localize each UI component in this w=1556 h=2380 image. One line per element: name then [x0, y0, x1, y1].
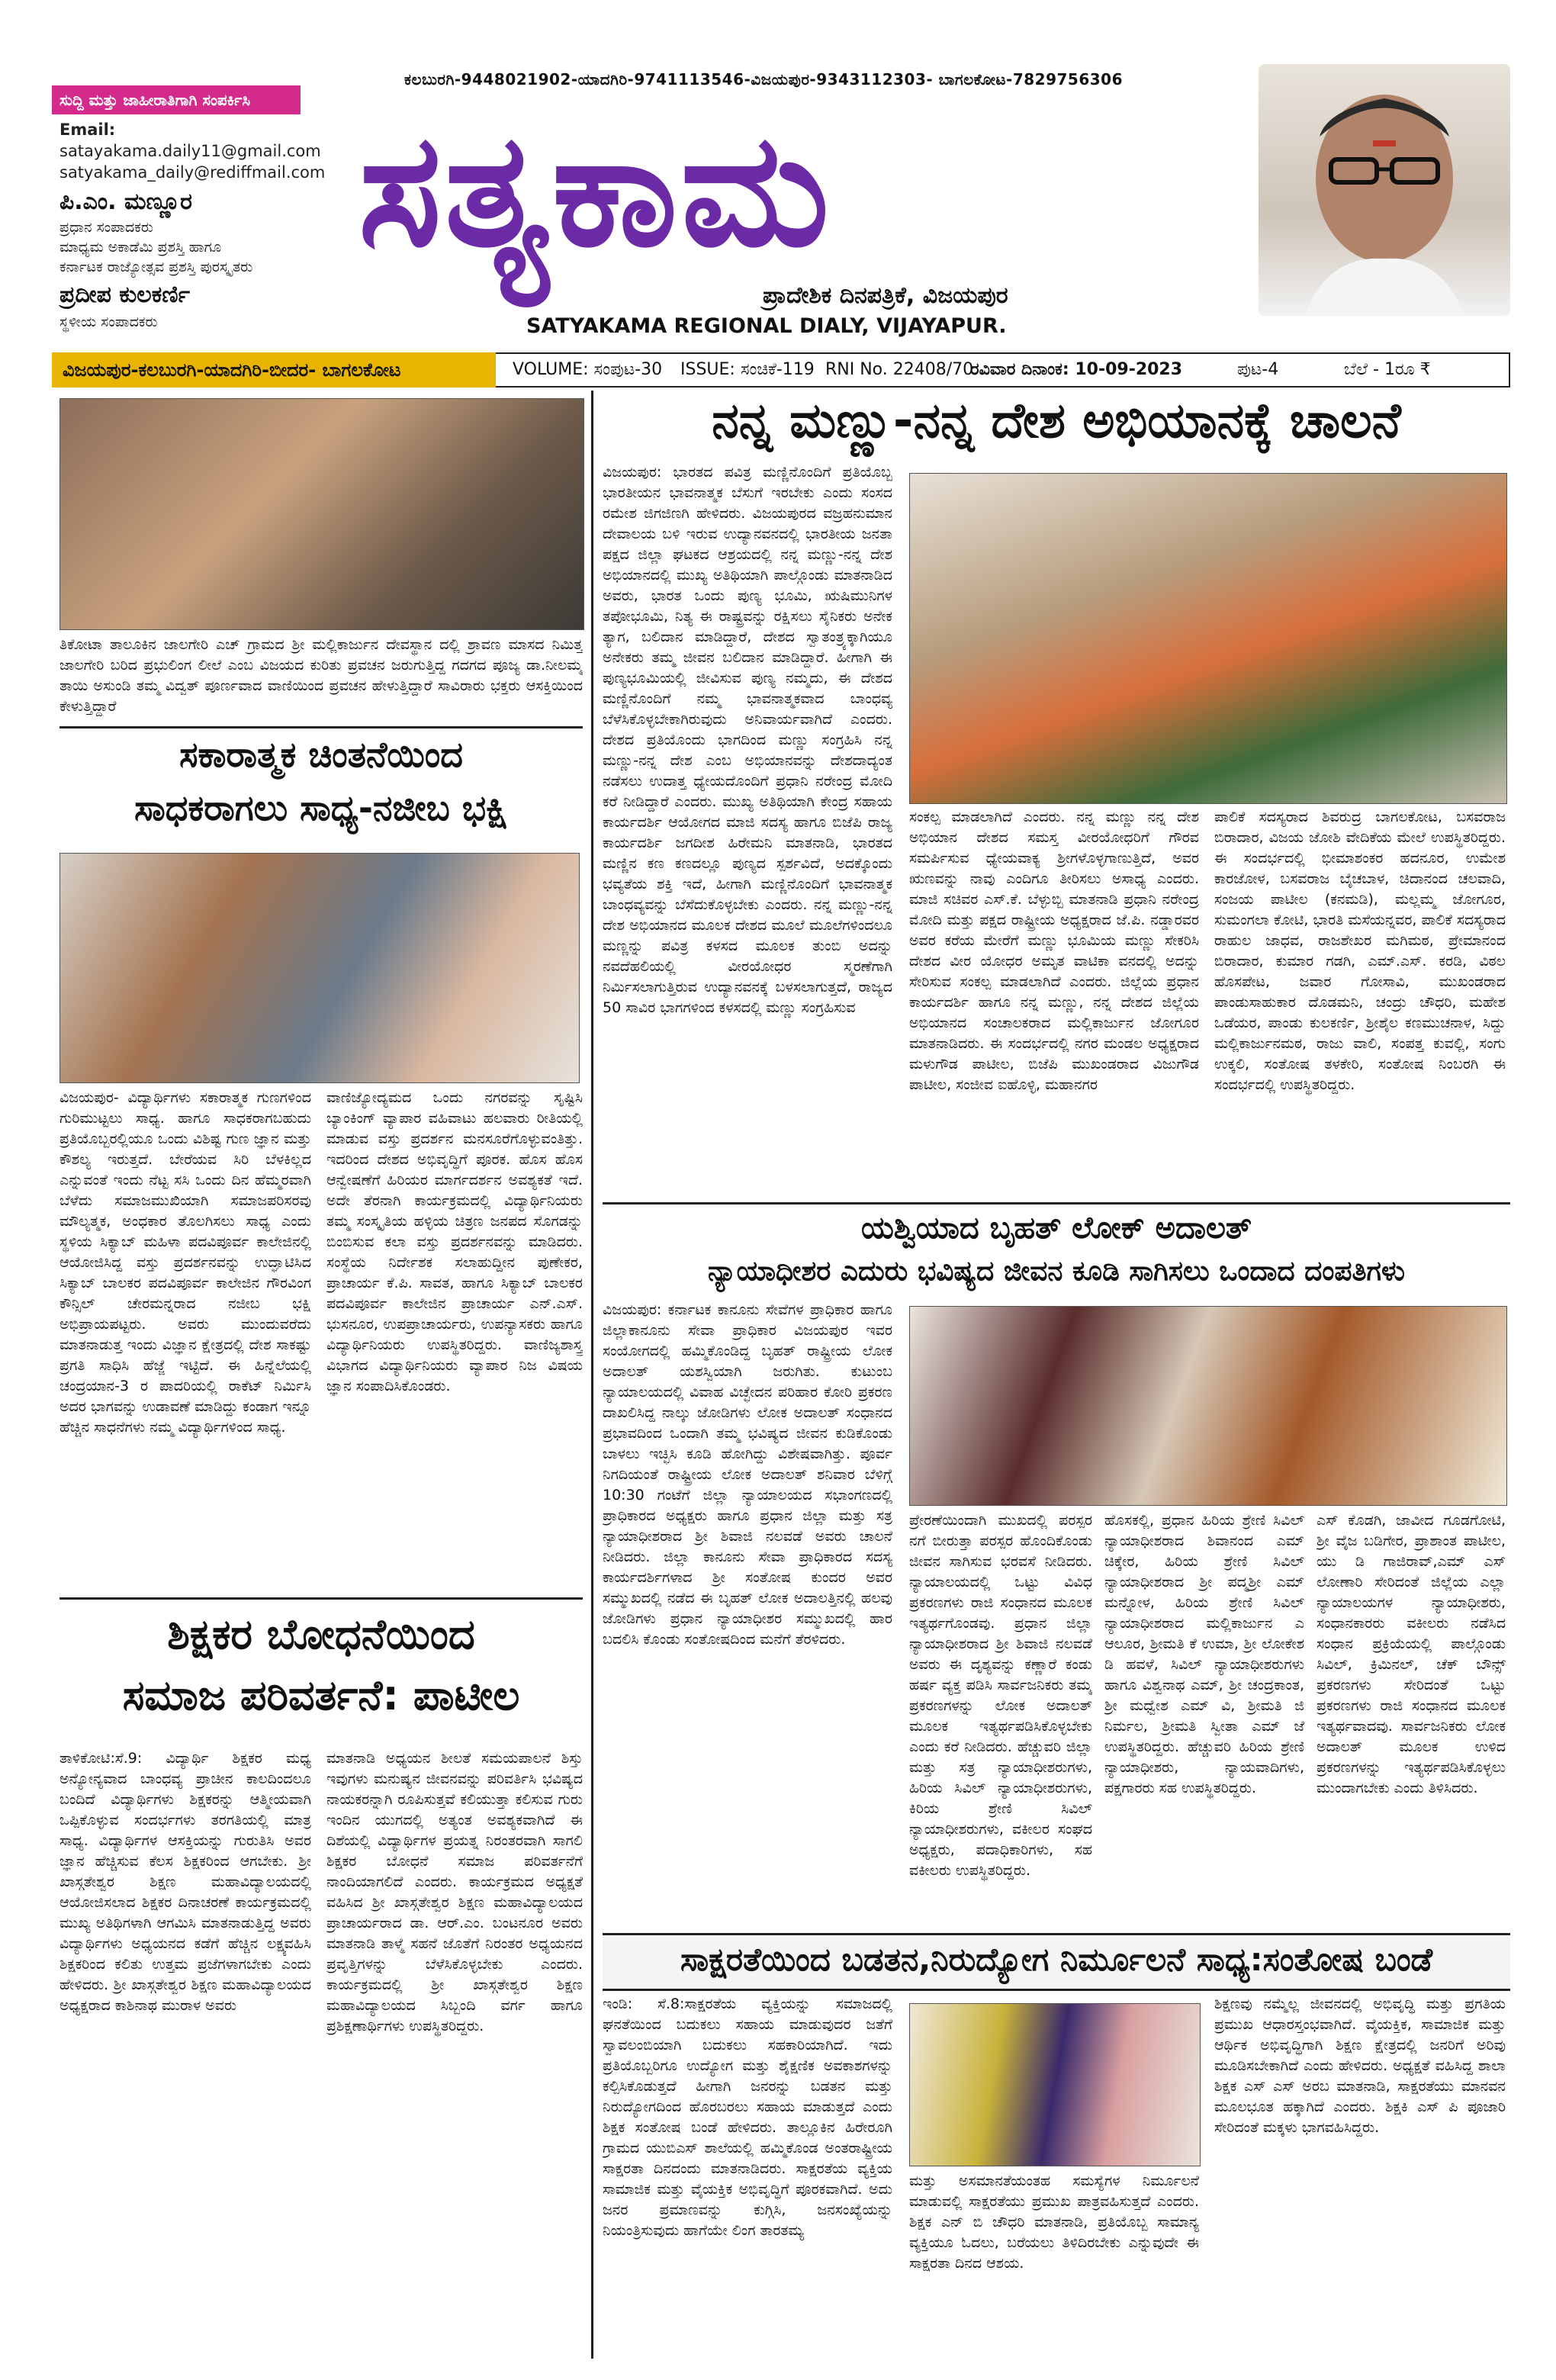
contact-tag: ಸುದ್ದಿ ಮತ್ತು ಜಾಹೀರಾತಿಗಾಗಿ ಸಂಪರ್ಕಿಸಿ	[52, 85, 301, 114]
story4-headline-2: ನ್ಯಾಯಾಧೀಶರ ಎದುರು ಭವಿಷ್ಯದ ಜೀವನ ಕೂಡಿ ಸಾಗಿಸಲು ಒಂದಾದ ದಂಪತಿಗಳು	[707, 1256, 1406, 1287]
story2-body-left: ತಾಳಿಕೋಟಿ:ಸೆ.9: ವಿದ್ಯಾರ್ಥಿ ಶಿಕ್ಷಕರ ಮಧ್ಯ ಅನ್ಯೋನ್ಯವಾದ ಬಾಂಧವ್ಯ ಪ್ರಾಚೀನ ಕಾಲದಿಂದಲೂ ಬಂದಿದೆ ವಿದ್ಯಾರ್ಥಿಗಳು ಶಿಕ್ಷಕರನ್ನು ಆತ್ಮೀಯವಾಗಿ ಒಪ್ಪಿಕೊಳ್ಳುವ ಸಂದರ್ಭಗಳು ತರಗತಿಯಲ್ಲಿ ಮಾತ್ರ ಸಾಧ್ಯ. ವಿದ್ಯಾರ್ಥಿಗಳ ಆಸಕ್ತಿಯನ್ನು ಗುರುತಿಸಿ ಅವರ ಜ್ಞಾನ ಹೆಚ್ಚಿಸುವ ಕೆಲಸ ಶಿಕ್ಷಕರಿಂದ ಆಗಬೇಕು. ಶ್ರೀ ಖಾಸ್ಗತೇಶ್ವರ ಶಿಕ್ಷಣ ಮಹಾವಿದ್ಯಾಲಯದಲ್ಲಿ ಆಯೋಜಿಸಲಾದ ಶಿಕ್ಷಕರ ದಿನಾಚರಣೆ ಕಾರ್ಯಕ್ರಮದಲ್ಲಿ ಮುಖ್ಯ ಅತಿಥಿಗಳಾಗಿ ಆಗಮಿಸಿ ಮಾತನಾಡುತ್ತಿದ್ದ ಅವರು ವಿದ್ಯಾರ್ಥಿಗಳು ಅಧ್ಯಯನದ ಕಡೆಗೆ ಹೆಚ್ಚಿನ ಲಕ್ಷ್ಯವಹಿಸಿ ಶಿಕ್ಷಕರಿಂದ ಕಲಿತು ಉತ್ತಮ ಪ್ರಜೆಗಳಾಗಬೇಕು ಎಂದು ಹೇಳಿದರು. ಶ್ರೀ ಖಾಸ್ಗತೇಶ್ವರ ಶಿಕ್ಷಣ ಮಹಾವಿದ್ಯಾಲಯದ ಅಧ್ಯಕ್ಷರಾದ ಕಾಶಿನಾಥ ಮುರಾಳ ಅವರು	[59, 1750, 311, 2014]
masthead-logo: ಸತ್ಯಕಾಮ	[358, 100, 833, 281]
email-2[interactable]: satyakama_daily@rediffmail.com	[59, 163, 326, 182]
divider	[59, 726, 583, 728]
story2-headline-2: ಸಮಾಜ ಪರಿವರ್ತನೆ: ಪಾಟೀಲ	[122, 1671, 520, 1719]
exhibition-photo	[59, 853, 580, 1083]
story1-body-left: ವಿಜಯಪುರ- ವಿದ್ಯಾರ್ಥಿಗಳು ಸಕಾರಾತ್ಮಕ ಗುಣಗಳಿಂದ ಗುರಿಮುಟ್ಟಲು ಸಾಧ್ಯ. ಹಾಗೂ ಸಾಧಕರಾಗಬಹುದು ಪ್ರತಿಯೊಬ್ಬರಲ್ಲಿಯೂ ಒಂದು ವಿಶಿಷ್ಟ ಗುಣ ಜ್ಞಾನ ಮತ್ತು ಕೌಶಲ್ಯ ಇರುತ್ತದೆ. ಬೇರೆಯವ ಸಿರಿ ಬೆಳಕಿಲ್ಲದ ಎನ್ನುವಂತೆ ಇಂದು ನೆಟ್ಟ ಸಸಿ ಒಂದು ದಿನ ಹೆಮ್ಮರವಾಗಿ ಬೆಳೆದು ಸಮಾಜಮುಖಿಯಾಗಿ ಸಮಾಜಪರಿಸರವು ಮೌಲ್ಯತ್ಮಕ, ಅಂಧಕಾರ ತೊಲಗಿಸಲು ಸಾಧ್ಯ ಎಂದು ಸ್ಥಳಿಯ ಸಿಕ್ಯಾಬ್ ಮಹಿಳಾ ಪದವಿಪೂರ್ವ ಕಾಲೇಜಿನಲ್ಲಿ ಆಯೋಜಿಸಿದ್ದ ವಸ್ತು ಪ್ರದರ್ಶನವನ್ನು ಉದ್ಘಾಟಿಸಿದ ಸಿಕ್ಯಾಬ್ ಬಾಲಕರ ಪದವಿಪೂರ್ವ ಕಾಲೇಜಿನ ಗೌರವಿಂಗ ಕೌನ್ಸಿಲ್ ಚೇರಮನ್ನರಾದ ನಜೀಬ ಭಕ್ಷಿ ಅಭಿಪ್ರಾಯಪಟ್ಟರು. ಅವರು ಮುಂದುವರೆದು ಮಾತನಾಡುತ್ತ ಇಂದು ವಿಜ್ಞಾನ ಕ್ಷೇತ್ರದಲ್ಲಿ ದೇಶ ಸಾಕಷ್ಟು ಪ್ರಗತಿ ಸಾಧಿಸಿ ಹೆಜ್ಜೆ ಇಟ್ಟಿದೆ. ಈ ಹಿನ್ನೆಲೆಯಲ್ಲಿ ಚಂದ್ರಯಾನ-3 ರ ಪಾದರಿಯಲ್ಲಿ ರಾಕೆಟ್ ನಿರ್ಮಿಸಿ ಅದರ ಭಾಗವನ್ನು ಉಡಾವಣೆ ಮಾಡಿದ್ದು ಕಂಡಾಗ ಇನ್ನೂ ಹೆಚ್ಚಿನ ಸಾಧನೆಗಳು ನಮ್ಮ ವಿದ್ಯಾರ್ಥಿಗಳಿಂದ ಸಾಧ್ಯ.	[59, 1089, 311, 1436]
story3-body-col3: ಪಾಲಿಕೆ ಸದಸ್ಯರಾದ ಶಿವರುದ್ರ ಬಾಗಲಕೋಟ, ಬಸವರಾಜ ಬಿರಾದಾರ, ವಿಜಯ ಜೋಶಿ ವೇದಿಕೆಯ ಮೇಲೆ ಉಪಸ್ಥಿತರಿದ್ದರು. ಈ ಸಂದರ್ಭದಲ್ಲಿ ಭೀಮಾಶಂಕರ ಹದನೂರ, ಉಮೇಶ ಕಾರಜೋಳ, ಬಸವರಾಜ ಬೈಚಬಾಳ, ಚಿದಾನಂದ ಚಲವಾದಿ, ಸಂಜಯ ಪಾಟೀಲ (ಕನಮಡಿ), ಮಲ್ಲಮ್ಮ ಜೋಗೂರ, ಸುಮಂಗಲಾ ಕೋಟಿ, ಭಾರತಿ ಮಸೆಯನ್ನವರ, ಪಾಲಿಕೆ ಸದಸ್ಯರಾದ ರಾಹುಲ ಜಾಧವ, ರಾಜಶೇಖರ ಮಗಿಮಠ, ಪ್ರೇಮಾನಂದ ಬಿರಾದಾರ, ಕುಮಾರ ಗಡಗಿ, ಎಮ್.ಎಸ್. ಕರಡಿ, ವಿಠಲ ಹೊಸಪೇಟ, ಜವಾರ ಗೋಸಾವಿ, ಮುಖಂಡರಾದ ಪಾಂಡುಸಾಹುಕಾರ ದೊಡಮನಿ, ಚಂದ್ರು ಚೌಧರಿ, ಮಹೇಶ ಒಡೆಯರ, ಪಾಂಡು ಕುಲಕರ್ಣಿ, ಶ್ರೀಶೈಲ ಕಣಮುಚನಾಳ, ಸಿದ್ದು ಮಲ್ಲಿಕಾರ್ಜುನಮಠ, ರಾಜು ವಾಲಿ, ಸಂಪತ್ತ ಕುವಲ್ಲಿ, ಸಂಗು ಉಕ್ಕಲಿ, ಸಂತೋಷ ತಳಕೇರಿ, ಸಂತೋಷ ನಿಂಬರಗಿ ಈ ಸಂದರ್ಭದಲ್ಲಿ ಉಪಸ್ಥಿತರಿದ್ದರು.	[1214, 809, 1506, 1093]
editor-name: ಪಿ.ಎಂ. ಮಣ್ಣೂರ	[59, 188, 193, 215]
story4-body-col2: ಪ್ರೇರಣೆಯಿಂದಾಗಿ ಮುಖದಲ್ಲಿ ಪರಸ್ಪರ ನಗೆ ಬೀರುತ್ತಾ ಪರಸ್ಪರ ಹೊಂದಿಕೊಂಡು ಜೀವನ ಸಾಗಿಸುವ ಭರವಸೆ ನೀಡಿದರು. ನ್ಯಾಯಾಲಯದಲ್ಲಿ ಒಟ್ಟು ವಿವಿಧ ಪ್ರಕರಣಗಳು ರಾಜಿ ಸಂಧಾನದ ಮೂಲಕ ಇತ್ಯರ್ಥಗೊಂಡವು. ಪ್ರಧಾನ ಜಿಲ್ಲಾ ನ್ಯಾಯಾಧೀಶರಾದ ಶ್ರೀ ಶಿವಾಜಿ ನಲವಡೆ ಅವರು ಈ ದೃಶ್ಯವನ್ನು ಕಣ್ಣಾರೆ ಕಂಡು ಹರ್ಷ ವ್ಯಕ್ತ ಪಡಿಸಿ ಸಾರ್ವಜನಿಕರು ತಮ್ಮ ಪ್ರಕರಣಗಳನ್ನು ಲೋಕ ಅದಾಲತ್ ಮೂಲಕ ಇತ್ಯರ್ಥಪಡಿಸಿಕೊಳ್ಳಬೇಕು ಎಂದು ಕರೆ ನೀಡಿದರು. ಹೆಚ್ಚುವರಿ ಜಿಲ್ಲಾ ಮತ್ತು ಸತ್ರ ನ್ಯಾಯಾಧೀಶರುಗಳು, ಹಿರಿಯ ಸಿವಿಲ್ ನ್ಯಾಯಾಧೀಶರುಗಳು, ಕಿರಿಯ ಶ್ರೇಣಿ ಸಿವಿಲ್ ನ್ಯಾಯಾಧೀಶರುಗಳು, ವಕೀಲರ ಸಂಘದ ಅಧ್ಯಕ್ಷರು, ಪದಾಧಿಕಾರಿಗಳು, ಸಹ ವಕೀಲರು ಉಪಸ್ಥಿತರಿದ್ದರು.	[909, 1512, 1092, 1879]
story1-headline-2: ಸಾಧಕರಾಗಲು ಸಾಧ್ಯ-ನಜೀಬ ಭಕ್ಷಿ	[134, 787, 508, 828]
story4-body-col3: ಹೊಸಕಲ್ಲಿ, ಪ್ರಧಾನ ಹಿರಿಯ ಶ್ರೇಣಿ ಸಿವಿಲ್ ನ್ಯಾಯಾಧೀಶರಾದ ಶಿವಾನಂದ ಎಮ್ ಚಿಕ್ಕೇರ, ಹಿರಿಯ ಶ್ರೇಣಿ ಸಿವಿಲ್ ನ್ಯಾಯಾಧೀಶರಾದ ಶ್ರೀ ಪದ್ಮಶ್ರೀ ಎಮ್ ಮನ್ನೋಳ, ಹಿರಿಯ ಶ್ರೇಣಿ ಸಿವಿಲ್ ನ್ಯಾಯಾಧೀಶರಾದ ಮಲ್ಲಿಕಾರ್ಜುನ ಎ ಆಲೂರ, ಶ್ರೀಮತಿ ಕೆ ಉಮಾ, ಶ್ರೀ ಲೋಕೇಶ ಡಿ ಹವಳೆ, ಸಿವಿಲ್ ನ್ಯಾಯಾಧೀಶರುಗಳು ಹಾಗೂ ವಿಶ್ವನಾಥ ಎಮ್, ಶ್ರೀ ಚಂದ್ರಕಾಂತ, ಶ್ರೀ ಮಧ್ವೇಶ ಎಮ್ ವಿ, ಶ್ರೀಮತಿ ಜಿ ನಿರ್ಮಲ, ಶ್ರೀಮತಿ ಸ್ವೀತಾ ಎಮ್ ಜೆ ಉಪಸ್ಥಿತರಿದ್ದರು. ಹೆಚ್ಚುವರಿ ಹಿರಿಯ ಶ್ರೇಣಿ ನ್ಯಾಯಾಧೀಶರು, ನ್ಯಾಯವಾದಿಗಳು, ಪಕ್ಷಗಾರರು ಸಹ ಉಪಸ್ಥಿತರಿದ್ದರು.	[1104, 1512, 1304, 1796]
price: ಬೆಲೆ - 1ರೂ ₹	[1344, 360, 1431, 379]
subtitle-english: SATYAKAMA REGIONAL DIALY, VIJAYAPUR.	[526, 314, 1007, 338]
editor-role-3: ಕರ್ನಾಟಕ ರಾಜ್ಯೋತ್ಸವ ಪ್ರಶಸ್ತಿ ಪುರಸ್ಕೃತರು	[59, 259, 253, 275]
story4-body-col4: ಎಸ್ ಕೊಡಗಿ, ಜಾವೀದ ಗೂಡಗೋಟಿ, ಶ್ರೀ ವೈಜ ಬಡಿಗೇರ, ಪ್ರಾಶಾಂತ ಪಾಟೀಲ, ಯು ಡಿ ಗಾಜಿರಾವ್,ಎಮ್ ಎಸ್ ಲೋಣಾರಿ ಸೇರಿದಂತೆ ಜಿಲ್ಲೆಯ ಎಲ್ಲಾ ನ್ಯಾಯಾಲಯಗಳ ನ್ಯಾಯಾಧೀಶರು, ಸಂಧಾನಕಾರರು ವಕೀಲರು ನಡೆಸಿದ ಸಂಧಾನ ಪ್ರಕ್ರಿಯೆಯಲ್ಲಿ ಪಾಲ್ಗೊಂಡು ಸಿವಿಲ್, ಕ್ರಿಮಿನಲ್, ಚೆಕ್ ಬೌನ್ಸ್ ಪ್ರಕರಣಗಳು ಸೇರಿದಂತೆ ಒಟ್ಟು ಪ್ರಕರಣಗಳು ರಾಜಿ ಸಂಧಾನದ ಮೂಲಕ ಇತ್ಯರ್ಥವಾದವು. ಸಾರ್ವಜನಿಕರು ಲೋಕ ಅದಾಲತ್ ಮೂಲಕ ಉಳಿದ ಪ್ರಕರಣಗಳನ್ನು ಇತ್ಯರ್ಥಪಡಿಸಿಕೊಳ್ಳಲು ಮುಂದಾಗಬೇಕು ಎಂದು ತಿಳಿಸಿದರು.	[1316, 1512, 1506, 1796]
story2-headline-1: ಶಿಕ್ಷಕರ ಬೋಧನೆಯಿಂದ	[167, 1610, 475, 1658]
abhiyana-photo	[909, 473, 1507, 804]
story5-body-col1: ಇಂಡಿ: ಸೆ.8:ಸಾಕ್ಷರತೆಯ ವ್ಯಕ್ತಿಯನ್ನು ಸಮಾಜದಲ್ಲಿ ಘನತೆಯಿಂದ ಬದುಕಲು ಸಹಾಯ ಮಾಡುವುದರ ಜತೆಗೆ ಸ್ವಾವಲಂಬಿಯಾಗಿ ಬದುಕಲು ಸಹಕಾರಿಯಾಗಿದೆ. ಇದು ಪ್ರತಿಯೊಬ್ಬರಿಗೂ ಉದ್ಯೋಗ ಮತ್ತು ಶೈಕ್ಷಣಿಕ ಅವಕಾಶಗಳನ್ನು ಕಲ್ಪಿಸಿಕೊಡುತ್ತದೆ ಹೀಗಾಗಿ ಜನರನ್ನು ಬಡತನ ಮತ್ತು ನಿರುದ್ಯೋಗದಿಂದ ಹೊರಬರಲು ಸಹಾಯ ಮಾಡುತ್ತದೆ ಎಂದು ಶಿಕ್ಷಕ ಸಂತೋಷ ಬಂಡೆ ಹೇಳಿದರು. ತಾಲ್ಲೂಕಿನ ಹಿರೇರೂಗಿ ಗ್ರಾಮದ ಯುಬಿಎಸ್ ಶಾಲೆಯಲ್ಲಿ ಹಮ್ಮಿಕೊಂಡ ಅಂತರಾಷ್ಟ್ರೀಯ ಸಾಕ್ಷರತಾ ದಿನದಂದು ಮಾತನಾಡಿದರು. ಸಾಕ್ಷರತೆಯ ವ್ಯಕ್ತಿಯ ಸಾಮಾಜಿಕ ಮತ್ತು ವೈಯಕ್ತಿಕ ಅಭಿವೃದ್ಧಿಗೆ ಪೂರಕವಾಗಿದೆ. ಅದು ಜನರ ಪ್ರಮಾಣವನ್ನು ಕುಗ್ಗಿಸಿ, ಜನಸಂಖ್ಯೆಯನ್ನು ನಿಯಂತ್ರಿಸುವುದು ಹಾಗೆಯೇ ಲಿಂಗ ತಾರತಮ್ಯ	[603, 1996, 892, 2239]
issue: ISSUE: ಸಂಚಿಕೆ-119	[680, 360, 815, 379]
page-count: ಪುಟ-4	[1237, 360, 1279, 379]
story4-headline-1: ಯಶ್ವಿಯಾದ ಬೃಹತ್ ಲೋಕ್ ಅದಾಲತ್	[860, 1211, 1252, 1246]
story1-headline-1: ಸಕಾರಾತ್ಮಕ ಚಿಂತನೆಯಿಂದ	[179, 734, 463, 775]
story2-body-right: ಮಾತನಾಡಿ ಅಧ್ಯಯನ ಶೀಲತೆ ಸಮಯಪಾಲನೆ ಶಿಸ್ತು ಇವುಗಳು ಮನುಷ್ಯನ ಜೀವನವನ್ನು ಪರಿವರ್ತಿಸಿ ಭವಿಷ್ಯದ ನಾಯಕರನ್ನಾಗಿ ರೂಪಿಸುತ್ತವೆ ಕಲಿಯುತ್ತಾ ಕಲಿಸುವ ಗುರು ಇಂದಿನ ಯುಗದಲ್ಲಿ ಅತ್ಯಂತ ಅವಶ್ಯಕವಾಗಿದೆ ಈ ದಿಶೆಯಲ್ಲಿ ವಿದ್ಯಾರ್ಥಿಗಳ ಪ್ರಯತ್ನ ನಿರಂತರವಾಗಿ ಸಾಗಲಿ ಶಿಕ್ಷಕರ ಬೋಧನೆ ಸಮಾಜ ಪರಿವರ್ತನೆಗೆ ನಾಂದಿಯಾಗಲಿದೆ ಎಂದರು. ಕಾರ್ಯಕ್ರಮದ ಅಧ್ಯಕ್ಷತೆ ವಹಿಸಿದ ಶ್ರೀ ಖಾಸ್ಗತೇಶ್ವರ ಶಿಕ್ಷಣ ಮಹಾವಿದ್ಯಾಲಯದ ಪ್ರಾಚಾರ್ಯರಾದ ಡಾ. ಆರ್.ಎಂ. ಬಂಟನೂರ ಅವರು ಮಾತನಾಡಿ ತಾಳ್ಮೆ ಸಹನೆ ಜೊತೆಗೆ ನಿರಂತರ ಅಧ್ಯಯನದ ಪ್ರವೃತ್ತಿಗಳನ್ನು ಬೆಳೆಸಿಕೊಳ್ಳಬೇಕು ಎಂದರು. ಕಾರ್ಯಕ್ರಮದಲ್ಲಿ ಶ್ರೀ ಖಾಸ್ಗತೇಶ್ವರ ಶಿಕ್ಷಣ ಮಹಾವಿದ್ಯಾಲಯದ ಸಿಬ್ಬಂದಿ ವರ್ಗ ಹಾಗೂ ಪ್ರಶಿಕ್ಷಣಾರ್ಥಿಗಳು ಉಪಸ್ಥಿತರಿದ್ದರು.	[326, 1750, 583, 2034]
story5-body-col2: ಮತ್ತು ಅಸಮಾನತೆಯಂತಹ ಸಮಸ್ಯೆಗಳ ನಿರ್ಮೂಲನೆ ಮಾಡುವಲ್ಲಿ ಸಾಕ್ಷರತೆಯು ಪ್ರಮುಖ ಪಾತ್ರವಹಿಸುತ್ತದೆ ಎಂದರು. ಶಿಕ್ಷಕ ಎನ್ ಬಿ ಚೌಧರಿ ಮಾತನಾಡಿ, ಪ್ರತಿಯೊಬ್ಬ ಸಾಮಾನ್ಯ ವ್ಯಕ್ತಿಯೂ ಓದಲು, ಬರೆಯಲು ತಿಳಿದಿರಬೇಕು ಎನ್ನುವುದೇ ಈ ಸಾಕ್ಷರತಾ ದಿನದ ಆಶಯ.	[909, 2173, 1199, 2272]
story3-body-col1: ವಿಜಯಪುರ: ಭಾರತದ ಪವಿತ್ರ ಮಣ್ಣಿನೊಂದಿಗೆ ಪ್ರತಿಯೊಬ್ಬ ಭಾರತೀಯನ ಭಾವನಾತ್ಮಕ ಬೆಸುಗೆ ಇರಬೇಕು ಎಂದು ಸಂಸದ ರಮೇಶ ಜಿಗಜಿಣಗಿ ಹೇಳಿದರು. ವಿಜಯಪುರದ ವಜ್ರಹನುಮಾನ ದೇವಾಲಯ ಬಳಿ ಇರುವ ಉದ್ಯಾನವನದಲ್ಲಿ ಭಾರತೀಯ ಜನತಾ ಪಕ್ಷದ ಜಿಲ್ಲಾ ಘಟಕದ ಆಶ್ರಯದಲ್ಲಿ ನನ್ನ ಮಣ್ಣು-ನನ್ನ ದೇಶ ಅಭಿಯಾನದಲ್ಲಿ ಮುಖ್ಯ ಅತಿಥಿಯಾಗಿ ಪಾಲ್ಗೊಂಡು ಮಾತನಾಡಿದ ಅವರು, ಭಾರತ ಒಂದು ಪುಣ್ಯ ಭೂಮಿ, ಋಷಿಮುನಿಗಳ ತಪೋಭೂಮಿ, ನಿತ್ಯ ಈ ರಾಷ್ಟ್ರವನ್ನು ರಕ್ಷಿಸಲು ಸೈನಿಕರು ಅನೇಕ ತ್ಯಾಗ, ಬಲಿದಾನ ಮಾಡಿದ್ದಾರೆ, ದೇಶದ ಸ್ವಾತಂತ್ರ್ಯಕ್ಕಾಗಿಯೂ ಅನೇಕರು ತಮ್ಮ ಜೀವನ ಬಲಿದಾನ ಮಾಡಿದ್ದಾರೆ. ಹೀಗಾಗಿ ಈ ಪುಣ್ಯಭೂಮಿಯಲ್ಲಿ ಜೀವಿಸುವ ಪುಣ್ಯ ನಮ್ಮದು, ಈ ದೇಶದ ಮಣ್ಣಿನೊಂದಿಗೆ ನಮ್ಮ ಭಾವನಾತ್ಮಕವಾದ ಬಾಂಧವ್ಯ ಬೆಳೆಸಿಕೊಳ್ಳಬೇಕಾಗಿರುವುದು ಅನಿವಾರ್ಯವಾಗಿದೆ ಎಂದರು. ದೇಶದ ಪ್ರತಿಯೊಂದು ಭಾಗದಿಂದ ಮಣ್ಣು ಸಂಗ್ರಹಿಸಿ ನನ್ನ ಮಣ್ಣು-ನನ್ನ ದೇಶ ಎಂಬ ಅಭಿಯಾನವನ್ನು ದೇಶದಾದ್ಯಂತ ನಡೆಸಲು ಉದಾತ್ತ ಧ್ಯೇಯದೊಂದಿಗೆ ಪ್ರಧಾನಿ ನರೇಂದ್ರ ಮೋದಿ ಕರೆ ನೀಡಿದ್ದಾರೆ ಎಂದರು. ಮುಖ್ಯ ಅತಿಥಿಯಾಗಿ ಕೇಂದ್ರ ಸಹಾಯ ಕಾರ್ಯದರ್ಶಿ ಆಯೋಗದ ಮಾಜಿ ಸದಸ್ಯ ಹಾಗೂ ಬಿಜೆಪಿ ರಾಜ್ಯ ಕಾರ್ಯದರ್ಶಿ ಜಗದೀಶ ಹಿರೇಮನಿ ಮಾತನಾಡಿ, ಭಾರತದ ಮಣ್ಣಿನ ಕಣ ಕಣದಲ್ಲೂ ಪುಣ್ಯದ ಸ್ಪರ್ಶವಿದೆ, ಅದಕ್ಕೊಂದು ಭವ್ಯತೆಯ ಶಕ್ತಿ ಇದೆ, ಹೀಗಾಗಿ ಮಣ್ಣಿನೊಂದಿಗೆ ಭಾವನಾತ್ಮಕ ಬಾಂಧವ್ಯವನ್ನು ಬೆಸೆದುಕೊಳ್ಳಬೇಕು ಎಂದರು. ನನ್ನ ಮಣ್ಣು-ನನ್ನ ದೇಶ ಅಭಿಯಾನದ ಮೂಲಕ ದೇಶದ ಮೂಲೆ ಮೂಲೆಗಳಿಂದಲೂ ಮಣ್ಣನ್ನು ಪವಿತ್ರ ಕಳಸದ ಮೂಲಕ ತುಂಬಿ ಅದನ್ನು ನವದೆಹಲಿಯಲ್ಲಿ ವೀರಯೋಧರ ಸ್ಮರಣೆಗಾಗಿ ನಿರ್ಮಿಸಲಾಗುತ್ತಿರುವ ಉದ್ಯಾನವನಕ್ಕೆ ಬಳಸಲಾಗುತ್ತದೆ, ರಾಜ್ಯದ 50 ಸಾವಿರ ಭಾಗಗಳಿಂದ ಕಳಸದಲ್ಲಿ ಮಣ್ಣು ಸಂಗ್ರಹಿಸುವ	[603, 464, 892, 1016]
story4-body-col1: ವಿಜಯಪುರ: ಕರ್ನಾಟಕ ಕಾನೂನು ಸೇವೆಗಳ ಪ್ರಾಧಿಕಾರ ಹಾಗೂ ಜಿಲ್ಲಾಕಾನೂನು ಸೇವಾ ಪ್ರಾಧಿಕಾರ ವಿಜಯಪುರ ಇವರ ಸಂಯೋಗದಲ್ಲಿ ಹಮ್ಮಿಕೊಂಡಿದ್ದ ಬೃಹತ್ ರಾಷ್ಟ್ರೀಯ ಲೋಕ ಅದಾಲತ್ ಯಶಸ್ವಿಯಾಗಿ ಜರುಗಿತು. ಕುಟುಂಬ ನ್ಯಾಯಾಲಯದಲ್ಲಿ ವಿವಾಹ ವಿಚ್ಛೇದನ ಪರಿಹಾರ ಕೋರಿ ಪ್ರಕರಣ ದಾಖಲಿಸಿದ್ದ ನಾಲ್ಕು ಜೋಡಿಗಳು ಲೋಕ ಅದಾಲತ್ ಸಂಧಾನದ ಪ್ರಭಾವದಿಂದ ಒಂದಾಗಿ ತಮ್ಮ ಭವಿಷ್ಯದ ಜೀವನ ಕುಡಿಕೊಂಡು ಬಾಳಲು ಇಚ್ಛಿಸಿ ಕೂಡಿ ಹೋಗಿದ್ದು ವಿಶೇಷವಾಗಿತ್ತು. ಪೂರ್ವ ನಿಗದಿಯಂತೆ ರಾಷ್ಟ್ರೀಯ ಲೋಕ ಅದಾಲತ್ ಶನಿವಾರ ಬೆಳಿಗ್ಗೆ 10:30 ಗಂಟೆಗೆ ಜಿಲ್ಲಾ ನ್ಯಾಯಾಲಯದ ಸಭಾಂಗಣದಲ್ಲಿ ಪ್ರಾಧಿಕಾರದ ಅಧ್ಯಕ್ಷರು ಹಾಗೂ ಪ್ರಧಾನ ಜಿಲ್ಲಾ ಮತ್ತು ಸತ್ರ ನ್ಯಾಯಾಧೀಶರಾದ ಶ್ರೀ ಶಿವಾಜಿ ನಲವಡೆ ಅವರು ಚಾಲನೆ ನೀಡಿದರು. ಜಿಲ್ಲಾ ಕಾನೂನು ಸೇವಾ ಪ್ರಾಧಿಕಾರದ ಸದಸ್ಯ ಕಾರ್ಯದರ್ಶಿಗಳಾದ ಶ್ರೀ ಸಂತೋಷ ಕುಂದರ ಅವರ ಸಮ್ಮುಖದಲ್ಲಿ ನಡೆದ ಈ ಬೃಹತ್ ಲೋಕ ಅದಾಲತ್ತಿನಲ್ಲಿ ಹಲವು ಜೋಡಿಗಳು ಪ್ರಧಾನ ನ್ಯಾಯಾಧೀಶರ ಸಮ್ಮುಖದಲ್ಲಿ ಹಾರ ಬದಲಿಸಿ ಕೊಂಡು ಸಂತೋಷದಿಂದ ಮನೆಗೆ ತೆರಳಿದರು.	[603, 1301, 892, 1648]
temple-caption: ತಿಕೋಟಾ ತಾಲೂಕಿನ ಜಾಲಗೇರಿ ಎಚ್ ಗ್ರಾಮದ ಶ್ರೀ ಮಲ್ಲಿಕಾರ್ಜುನ ದೇವಸ್ಥಾನ ದಲ್ಲಿ ಶ್ರಾವಣ ಮಾಸದ ನಿಮಿತ್ತ ಜಾಲಗೇರಿ ಬರಿದ ಪ್ರಭುಲಿಂಗ ಲೀಲೆ ಎಂಬ ವಿಜಯದ ಕುರಿತು ಪ್ರವಚನ ಜರುಗುತ್ತಿದ್ದ ಗದಗದ ಪೂಜ್ಯ ಡಾ.ನೀಲಮ್ಮ ತಾಯಿ ಅಸುಂಡಿ ತಮ್ಮ ವಿದ್ವತ್ ಪೂರ್ಣವಾದ ವಾಣಿಯಿಂದ ಪ್ರವಚನ ಹೇಳುತ್ತಿದ್ದಾರೆ ಸಾವಿರಾರು ಭಕ್ತರು ಆಸಕ್ತಿಯಿಂದ ಕೇಳುತ್ತಿದ್ದಾರೆ	[59, 636, 583, 715]
local-editor-role: ಸ್ಥಳೀಯ ಸಂಪಾದಕರು	[59, 314, 158, 330]
issue-date: ರವಿವಾರ ದಿನಾಂಕ: 10-09-2023	[970, 360, 1183, 379]
editor-role-1: ಪ್ರಧಾನ ಸಂಪಾದಕರು	[59, 219, 153, 236]
local-editor-name: ಪ್ರದೀಪ ಕುಲಕರ್ಣಿ	[59, 281, 191, 308]
phone-numbers: ಕಲಬುರಗಿ-9448021902-ಯಾದಗಿರಿ-9741113546-ವಿಜಯಪುರ-9343112303- ಬಾಗಲಕೋಟ-7829756306	[404, 70, 1123, 88]
temple-photo	[59, 398, 584, 630]
region-label: ವಿಜಯಪುರ-ಕಲಬುರಗಿ-ಯಾದಗಿರಿ-ಬೀದರ- ಬಾಗಲಕೋಟ	[52, 352, 496, 388]
story1-body-right: ವಾಣಿಜ್ಯೋದ್ಯಮದ ಒಂದು ನಗರವನ್ನು ಸೃಷ್ಟಿಸಿ ಬ್ಯಾಂಕಿಂಗ್ ವ್ಯಾಪಾರ ವಹಿವಾಟು ಹಲವಾರು ರೀತಿಯಲ್ಲಿ ಮಾಡುವ ವಸ್ತು ಪ್ರದರ್ಶನ ಮನಸೂರೆಗೊಳ್ಳುವಂತಿತ್ತು. ಇದರಿಂದ ದೇಶದ ಅಭಿವೃದ್ಧಿಗೆ ಪೂರಕ. ಹೊಸ ಹೊಸ ಆನ್ವೇಷಣೆಗೆ ಹಿರಿಯರ ಮಾರ್ಗದರ್ಶನ ಅವಶ್ಯಕತೆ ಇದೆ. ಅದೇ ತೆರನಾಗಿ ಕಾರ್ಯಕ್ರಮದಲ್ಲಿ ವಿದ್ಯಾರ್ಥಿನಿಯರು ತಮ್ಮ ಸಂಸ್ಕೃತಿಯ ಹಳ್ಳಿಯ ಚಿತ್ರಣ ಜನಪದ ಸೊಗಡನ್ನು ಬಿಂಬಿಸುವ ಕಲಾ ವಸ್ತು ಪ್ರದರ್ಶನವನ್ನು ಮಾಡಿದರು. ಸಂಸ್ಥೆಯ ನಿರ್ದೇಶಕ ಸಲಾಹುದ್ದೀನ ಪುಣೇಕರ, ಪ್ರಾಚಾರ್ಯ ಕೆ.ಪಿ. ಸಾವತ, ಹಾಗೂ ಸಿಕ್ಯಾಬ್ ಬಾಲಕರ ಪದವಿಪೂರ್ವ ಕಾಲೇಜಿನ ಪ್ರಾಚಾರ್ಯ ಎನ್.ಎಸ್. ಭುಸನೂರ, ಉಪಪ್ರಾಚಾರ್ಯರು, ಉಪನ್ಯಾಸಕರು ಹಾಗೂ ವಿದ್ಯಾರ್ಥಿನಿಯರು ಉಪಸ್ಥಿತರಿದ್ದರು. ವಾಣಿಜ್ಯಶಾಸ್ತ್ರ ವಿಭಾಗದ ವಿದ್ಯಾರ್ಥಿನಿಯರು ವ್ಯಾಪಾರ ನಿಜ ವಿಷಯ ಜ್ಞಾನ ಸಂಪಾದಿಸಿಕೊಂಡರು.	[326, 1089, 583, 1394]
founder-portrait	[1259, 64, 1510, 316]
divider	[59, 1597, 583, 1600]
editor-role-2: ಮಾಧ್ಯಮ ಅಕಾಡೆಮಿ ಪ್ರಶಸ್ತಿ ಹಾಗೂ	[59, 239, 222, 256]
story5-body-col3: ಶಿಕ್ಷಣವು ನಮ್ಮೆಲ್ಲ ಜೀವನದಲ್ಲಿ ಅಭಿವೃದ್ಧಿ ಮತ್ತು ಪ್ರಗತಿಯ ಪ್ರಮುಖ ಆಧಾರಸ್ತಂಭವಾಗಿದೆ. ವೈಯಕ್ತಿಕ, ಸಾಮಾಜಿಕ ಮತ್ತು ಆರ್ಥಿಕ ಅಭಿವೃದ್ಧಿಗಾಗಿ ಶಿಕ್ಷಣ ಕ್ಷೇತ್ರದಲ್ಲಿ ಜನರಿಗೆ ಅರಿವು ಮೂಡಿಸಬೇಕಾಗಿದೆ ಎಂದು ಹೇಳಿದರು. ಅಧ್ಯಕ್ಷತೆ ವಹಿಸಿದ್ದ ಶಾಲಾ ಶಿಕ್ಷಕ ಎಸ್ ಎಸ್ ಅರಬ ಮಾತನಾಡಿ, ಸಾಕ್ಷರತೆಯು ಮಾನವನ ಮೂಲಭೂತ ಹಕ್ಕಾಗಿದೆ ಎಂದರು. ಶಿಕ್ಷಕಿ ಎಸ್ ಪಿ ಪೂಜಾರಿ ಸೇರಿದಂತೆ ಮಕ್ಕಳು ಭಾಗವಹಿಸಿದ್ದರು.	[1214, 1996, 1506, 2136]
email-label: Email:	[59, 121, 116, 139]
volume: VOLUME: ಸಂಪುಟ-30	[513, 360, 663, 379]
email-1[interactable]: satayakama.daily11@gmail.com	[59, 142, 321, 160]
story3-headline: ನನ್ನ ಮಣ್ಣು-ನನ್ನ ದೇಶ ಅಭಿಯಾನಕ್ಕೆ ಚಾಲನೆ	[712, 393, 1401, 449]
subtitle-kannada: ಪ್ರಾದೇಶಿಕ ದಿನಪತ್ರಿಕೆ, ವಿಜಯಪುರ	[763, 282, 1008, 309]
divider	[603, 1202, 1510, 1204]
lok-adalat-photo	[909, 1306, 1507, 1506]
story3-body-col2: ಸಂಕಲ್ಪ ಮಾಡಲಾಗಿದೆ ಎಂದರು. ನನ್ನ ಮಣ್ಣು ನನ್ನ ದೇಶ ಅಭಿಯಾನ ದೇಶದ ಸಮಸ್ತ ವೀರಯೋಧರಿಗೆ ಗೌರವ ಸಮರ್ಪಿಸುವ ಧ್ಯೇಯವಾಕ್ಯ ಶ್ರೀಗಳೊಳ್ಳಗಾಣುತ್ತಿದೆ, ಅವರ ಋಣವನ್ನು ನಾವು ಎಂದಿಗೂ ತೀರಿಸಲು ಅಸಾಧ್ಯ ಎಂದರು. ಮಾಜಿ ಸಚಿವರ ಎಸ್.ಕೆ. ಬೆಳ್ಳುಬ್ಬಿ ಮಾತನಾಡಿ ಪ್ರಧಾನಿ ನರೇಂದ್ರ ಮೋದಿ ಮತ್ತು ಪಕ್ಷದ ರಾಷ್ಟ್ರೀಯ ಅಧ್ಯಕ್ಷರಾದ ಜೆ.ಪಿ. ನಡ್ಡಾರವರ ಅವರ ಕರೆಯ ಮೇರೆಗೆ ಮಣ್ಣು ಭೂಮಿಯ ಮಣ್ಣು ಸೇಕರಿಸಿ ದೇಶದ ವೀರ ಯೋಧರ ಅಮೃತ ವಾಟಿಕಾ ವನದಲ್ಲಿ ಅದನ್ನು ಸೇರಿಸುವ ಸಂಕಲ್ಪ ಮಾಡಲಾಗಿದೆ ಎಂದರು. ಜಿಲ್ಲೆಯ ಪ್ರಧಾನ ಕಾರ್ಯದರ್ಶಿ ಹಾಗೂ ನನ್ನ ಮಣ್ಣು, ನನ್ನ ದೇಶದ ಜಿಲ್ಲೆಯ ಅಭಿಯಾನದ ಸಂಚಾಲಕರಾದ ಮಲ್ಲಿಕಾರ್ಜುನ ಜೋಗೂರ ಮಾತನಾಡಿದರು. ಈ ಸಂದರ್ಭದಲ್ಲಿ ನಗರ ಮಂಡಲ ಅಧ್ಯಕ್ಷರಾದ ಮಳುಗೌಡ ಪಾಟೀಲ, ಬಿಜೆಪಿ ಮುಖಂಡರಾದ ವಿಜುಗೌಡ ಪಾಟೀಲ, ಸಂಜೀವ ಐಹೊಳ್ಳಿ, ಮಹಾನಗರ	[909, 809, 1199, 1093]
rni-number: RNI No. 22408/70	[825, 360, 974, 379]
column-divider	[591, 391, 593, 2359]
story5-headline: ಸಾಕ್ಷರತೆಯಿಂದ ಬಡತನ,ನಿರುದ್ಯೋಗ ನಿರ್ಮೂಲನೆ ಸಾಧ್ಯ:ಸಂತೋಷ ಬಂಡೆ	[680, 1941, 1432, 1978]
literacy-photo	[909, 2003, 1201, 2166]
